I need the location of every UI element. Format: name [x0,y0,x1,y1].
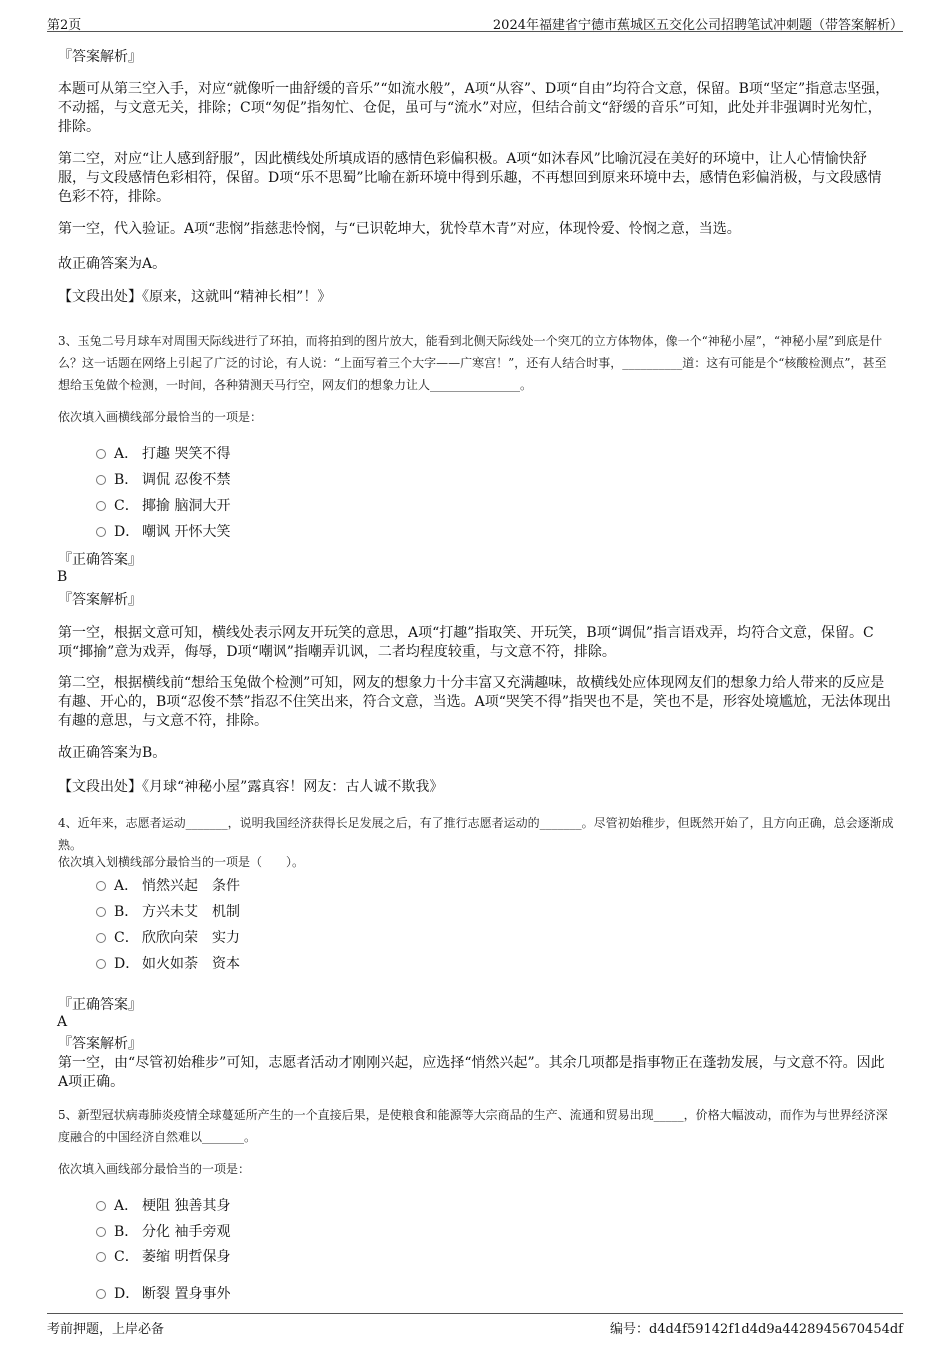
q3-blank-2: _______________ [430,378,521,392]
option-text: 调侃 忍俊不禁 [142,472,231,488]
q4-prompt: 依次填入划横线部分最恰当的一项是（ ）。 [58,855,305,869]
q5-option-a[interactable] [96,1197,230,1216]
option-key: C． [114,1249,139,1265]
option-text: 悄然兴起 条件 [142,878,240,894]
q3-option-d[interactable] [96,523,230,542]
option-text: 方兴未艾 机制 [142,904,240,920]
radio-icon[interactable] [96,1289,106,1299]
option-key: C． [114,498,139,514]
q3-option-a[interactable] [96,445,230,464]
option-text: 欣欣向荣 实力 [142,930,240,946]
radio-icon[interactable] [96,933,106,943]
q4-correct-label: 『正确答案』 [58,997,142,1013]
q2-analysis-p1: 本题可从第三空入手，对应“就像听一曲舒缓的音乐”“如流水般”，A项“从容”、D项“自由”均符合文意，保留。B项“坚定”指意志坚强，不动摇，与文意无关，排除；C项“匆促”指匆忙、仓促，虽可与“流水”对应，但结合前文“舒缓的音乐”可知，此处并非强调时光匆忙，排除。 [58,81,890,135]
q5-stem: 5、新型冠状病毒肺炎疫情全球蔓延所产生的一个直接后果，是使粮食和能源等大宗商品的生产、流通和贸易出现_____，价格大幅波动，而作为与世界经济深度融合的中国经济自然难以_______。 [58,1108,888,1144]
radio-icon[interactable] [96,527,106,537]
q2-source: 【文段出处】《原来，这就叫“精神长相”！》 [58,289,332,305]
option-text: 嘲讽 开怀大笑 [142,524,231,540]
option-key: B． [114,1224,139,1240]
radio-icon[interactable] [96,449,106,459]
q2-analysis-p3: 第一空，代入验证。A项“悲悯”指慈悲怜悯，与“已识乾坤大，犹怜草木青”对应，体现怜爱、怜悯之意，当选。 [58,221,741,237]
q3-source: 【文段出处】《月球“神秘小屋”露真容！网友：古人诚不欺我》 [58,779,444,795]
q4-option-b[interactable] [96,903,240,922]
q5-option-d[interactable] [96,1285,230,1304]
q3-prompt: 依次填入画横线部分最恰当的一项是： [58,410,263,424]
radio-icon[interactable] [96,1227,106,1237]
option-text: 萎缩 明哲保身 [142,1249,231,1265]
option-key: B． [114,904,139,920]
option-text: 打趣 哭笑不得 [142,446,231,462]
option-key: B． [114,472,139,488]
page-footer [47,1313,903,1335]
q4-option-d[interactable] [96,955,240,974]
radio-icon[interactable] [96,501,106,511]
q5-option-b[interactable] [96,1223,230,1242]
page-header [47,10,903,32]
q4-analysis-p1: 第一空，由“尽管初始稚步”可知，志愿者活动才刚刚兴起，应选择“悄然兴起”。其余几项都是指事物正在蓬勃发展，与文意不符。因此A项正确。 [58,1055,885,1090]
q3-answer: B [57,569,68,585]
option-text: 分化 袖手旁观 [142,1224,231,1240]
q3-analysis-p1: 第一空，根据文意可知，横线处表示网友开玩笑的意思，A项“打趣”指取笑、开玩笑，B项“调侃”指言语戏弄，均符合文意，保留。C项“揶揄”意为戏弄，侮辱，D项“嘲讽”指嘲弄讥讽，二者均程度较重，与文意不符，排除。 [58,625,874,660]
radio-icon[interactable] [96,907,106,917]
option-key: D． [114,524,140,540]
q3-stem [58,330,894,396]
option-text: 断裂 置身事外 [142,1286,231,1302]
option-key: D． [114,1286,140,1302]
option-text: 揶揄 脑洞大开 [142,498,231,514]
radio-icon[interactable] [96,959,106,969]
q3-correct-label: 『正确答案』 [58,552,142,568]
q5-option-c[interactable] [96,1248,230,1267]
radio-icon[interactable] [96,1252,106,1262]
page-number: 第2页 [47,18,82,33]
q3-option-c[interactable] [96,497,230,516]
q3-analysis-label: 『答案解析』 [58,592,142,608]
q2-analysis-p2: 第二空，对应“让人感到舒服”，因此横线处所填成语的感情色彩偏积极。A项“如沐春风”比喻沉浸在美好的环境中，让人心情愉快舒服，与文段感情色彩相符，保留。D项“乐不思蜀”比喻在新环境中得到乐趣，不再想回到原来环境中去，感情色彩偏消极，与文段感情色彩不符，排除。 [58,151,882,205]
q2-answer-line: 故正确答案为A。 [58,256,167,272]
q3-analysis-p2: 第二空，根据横线前“想给玉兔做个检测”可知，网友的想象力十分丰富又充满趣味，故横线处应体现网友们的想象力给人带来的反应是有趣、开心的，B项“忍俊不禁”指忍不住笑出来，符合文意，当选。A项“哭笑不得”指哭也不是，笑也不是，形容处境尴尬，无法体现出有趣的意思，与文意不符，排除。 [58,675,892,729]
radio-icon[interactable] [96,1201,106,1211]
radio-icon[interactable] [96,475,106,485]
q4-answer: A [57,1014,68,1030]
q3-stem-part-a: 3、玉兔二号月球车对周围天际线进行了环拍，而将拍到的图片放大，能看到北侧天际线处一个突兀的立方体物体，像一个“神秘小屋”，“神秘小屋”到底是什么？这一话题在网络上引起了广泛的讨论，有人说：“上面写着三个大字——广寒宫！”，还有人结合时事， [58,334,883,370]
document-id: 编号：d4d4f59142f1d4d9a4428945670454df [609,1322,903,1337]
footer-slogan: 考前押题，上岸必备 [47,1322,165,1337]
q4-option-c[interactable] [96,929,240,948]
option-key: A． [114,446,139,462]
radio-icon[interactable] [96,881,106,891]
q4-stem: 4、近年来，志愿者运动_______，说明我国经济获得长足发展之后，有了推行志愿者运动的_______。尽管初始稚步，但既然开始了，且方向正确，总会逐渐成熟。 [58,816,894,852]
option-text: 如火如荼 资本 [142,956,240,972]
document-title: 2024年福建省宁德市蕉城区五交化公司招聘笔试冲刺题（带答案解析） [492,18,903,33]
option-key: A． [114,878,139,894]
q3-stem-part-c: 。 [520,378,533,392]
option-text: 梗阻 独善其身 [142,1198,231,1214]
q5-prompt: 依次填入画线部分最恰当的一项是： [58,1162,251,1176]
q4-option-a[interactable] [96,877,240,896]
option-key: D． [114,956,140,972]
q2-analysis-label: 『答案解析』 [58,49,142,65]
q3-option-b[interactable] [96,471,230,490]
option-key: C． [114,930,139,946]
q3-stem-part-b: 道：这有可能是个“核酸检测点”，甚至想给玉兔做个检测，一时间，各种猜测天马行空，网友们的想象力让人 [58,356,887,392]
option-key: A． [114,1198,139,1214]
q3-answer-line: 故正确答案为B。 [58,745,167,761]
q3-blank-1: __________ [622,356,683,370]
q4-analysis-label: 『答案解析』 [58,1036,142,1052]
